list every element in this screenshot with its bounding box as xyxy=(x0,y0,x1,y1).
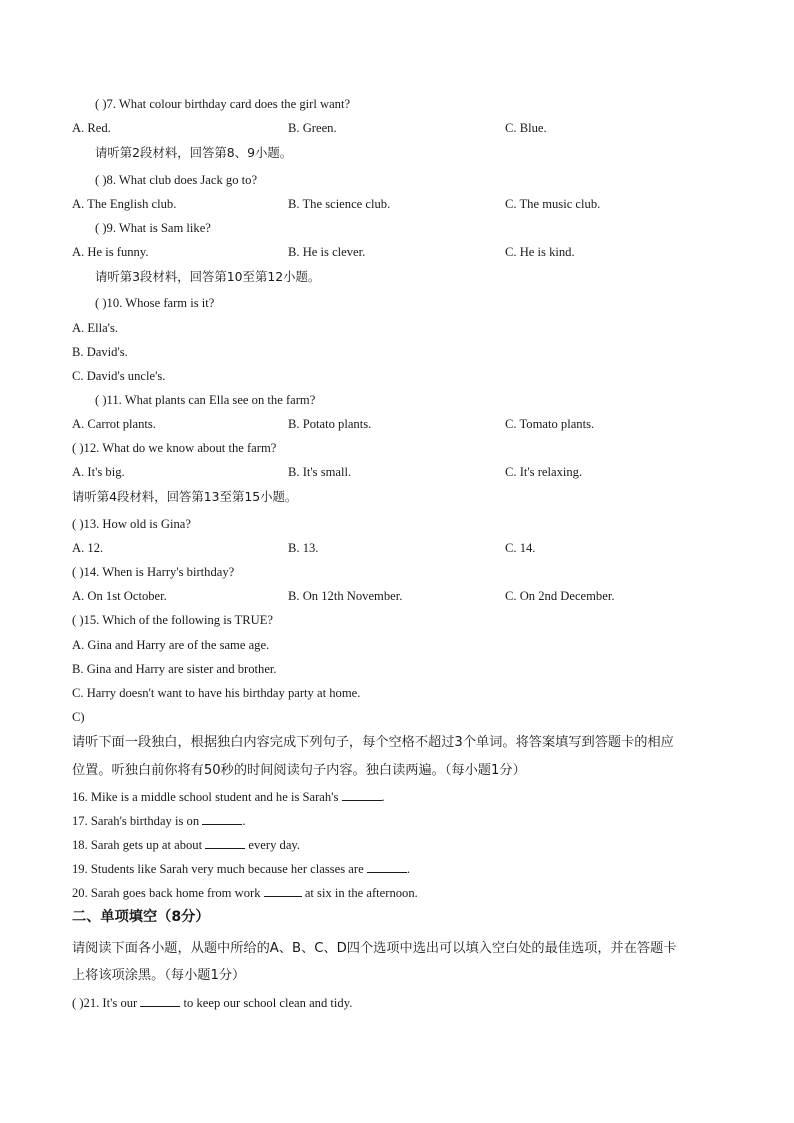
option-7b: B. Green. xyxy=(288,121,337,135)
option-7c: C. Blue. xyxy=(505,121,547,135)
answer-blank-21[interactable] xyxy=(140,996,180,1007)
part-2-instruction-line1: 请阅读下面各小题，从题中所给的A、B、C、D四个选项中选出可以填入空白处的最佳选项，并在答题卡 xyxy=(72,941,677,956)
material-4-instruction: 请听第4段材料，回答第13至第15小题。 xyxy=(72,489,298,504)
option-13c: C. 14. xyxy=(505,541,536,555)
section-c-instruction-line1: 请听下面一段独白，根据独白内容完成下列句子，每个空格不超过3个单词。将答案填写到答题卡的相应 xyxy=(72,735,674,750)
question-16: 16. Mike is a middle school student and he is Sarah's . xyxy=(72,790,385,804)
option-10c: C. David's uncle's. xyxy=(72,369,166,383)
answer-blank-18[interactable] xyxy=(205,838,245,849)
question-15: ( )15. Which of the following is TRUE? xyxy=(72,613,274,627)
option-15c: C. Harry doesn't want to have his birthday party at home. xyxy=(72,686,361,700)
option-14b: B. On 12th November. xyxy=(288,589,403,603)
option-14c: C. On 2nd December. xyxy=(505,589,615,603)
option-12c: C. It's relaxing. xyxy=(505,465,583,479)
option-7a: A. Red. xyxy=(72,121,111,135)
question-9: ( )9. What is Sam like? xyxy=(95,221,211,235)
option-11c: C. Tomato plants. xyxy=(505,417,595,431)
option-11b: B. Potato plants. xyxy=(288,417,372,431)
option-10a: A. Ella's. xyxy=(72,321,118,335)
option-13a: A. 12. xyxy=(72,541,104,555)
question-14: ( )14. When is Harry's birthday? xyxy=(72,565,235,579)
question-13: ( )13. How old is Gina? xyxy=(72,517,191,531)
question-20: 20. Sarah goes back home from work at six in the afternoon. xyxy=(72,886,418,900)
part-2-instruction-line2: 上将该项涂黑。（每小题1分） xyxy=(72,968,246,983)
option-13b: B. 13. xyxy=(288,541,319,555)
question-18: 18. Sarah gets up at about every day. xyxy=(72,838,301,852)
answer-blank-17[interactable] xyxy=(202,814,242,825)
material-3-instruction: 请听第3段材料，回答第10至第12小题。 xyxy=(95,269,321,284)
answer-blank-20[interactable] xyxy=(264,886,302,897)
question-17: 17. Sarah's birthday is on . xyxy=(72,814,246,828)
question-11: ( )11. What plants can Ella see on the farm? xyxy=(95,393,316,407)
part-2-heading: 二、单项填空（8分） xyxy=(72,909,210,925)
option-11a: A. Carrot plants. xyxy=(72,417,156,431)
answer-blank-19[interactable] xyxy=(367,862,407,873)
option-9c: C. He is kind. xyxy=(505,245,575,259)
option-8c: C. The music club. xyxy=(505,197,601,211)
option-12a: A. It's big. xyxy=(72,465,125,479)
question-8: ( )8. What club does Jack go to? xyxy=(95,173,258,187)
option-9b: B. He is clever. xyxy=(288,245,366,259)
option-10b: B. David's. xyxy=(72,345,128,359)
option-8b: B. The science club. xyxy=(288,197,391,211)
question-12: ( )12. What do we know about the farm? xyxy=(72,441,277,455)
answer-blank-16[interactable] xyxy=(342,790,382,801)
option-9a: A. He is funny. xyxy=(72,245,149,259)
option-8a: A. The English club. xyxy=(72,197,177,211)
question-19: 19. Students like Sarah very much because her classes are . xyxy=(72,862,410,876)
option-15b: B. Gina and Harry are sister and brother. xyxy=(72,662,277,676)
option-12b: B. It's small. xyxy=(288,465,352,479)
question-7: ( )7. What colour birthday card does the girl want? xyxy=(95,97,351,111)
section-c-instruction-line2: 位置。听独白前你将有50秒的时间阅读句子内容。独白读两遍。（每小题1分） xyxy=(72,763,526,778)
question-21: ( )21. It's our to keep our school clean and tidy. xyxy=(72,996,353,1010)
question-10: ( )10. Whose farm is it? xyxy=(95,296,215,310)
option-14a: A. On 1st October. xyxy=(72,589,167,603)
material-2-instruction: 请听第2段材料，回答第8、9小题。 xyxy=(95,145,293,160)
section-c-label: C) xyxy=(72,710,85,724)
option-15a: A. Gina and Harry are of the same age. xyxy=(72,638,270,652)
